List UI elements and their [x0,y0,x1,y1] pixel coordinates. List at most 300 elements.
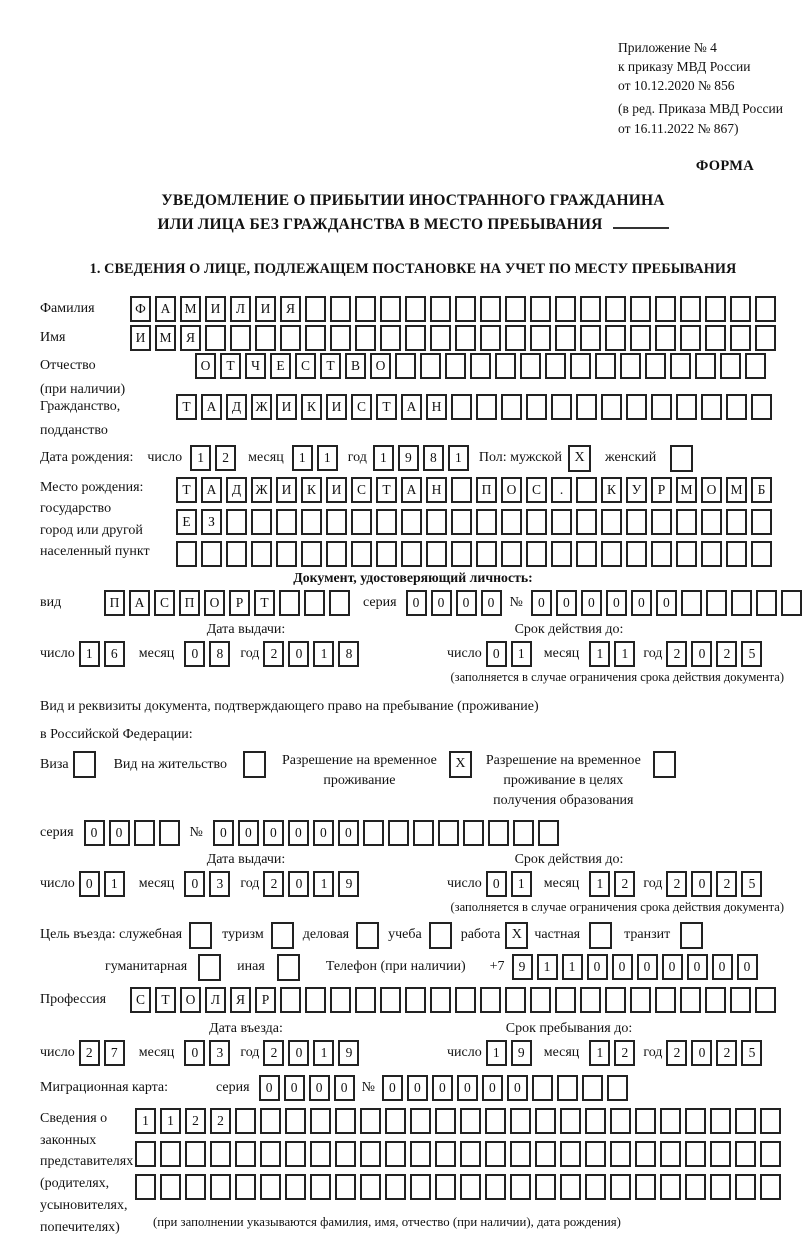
char-cell[interactable]: 0 [109,820,130,846]
char-cell[interactable] [570,353,591,379]
char-cell[interactable]: 2 [666,871,687,897]
char-cell[interactable] [526,541,547,567]
char-cell[interactable]: Л [205,987,226,1013]
char-cell[interactable] [485,1108,506,1134]
char-cell[interactable]: 1 [589,641,610,667]
char-cell[interactable]: Т [254,590,275,616]
char-cell[interactable]: 2 [666,641,687,667]
char-cell[interactable] [530,296,551,322]
char-cell[interactable] [620,353,641,379]
char-cell[interactable] [735,1108,756,1134]
char-cell[interactable]: 0 [432,1075,453,1101]
char-cell[interactable] [670,353,691,379]
char-cell[interactable] [430,325,451,351]
char-cell[interactable]: 0 [531,590,552,616]
char-cell[interactable] [676,541,697,567]
char-cell[interactable] [380,987,401,1013]
char-cell[interactable] [585,1174,606,1200]
char-cell[interactable] [545,353,566,379]
char-cell[interactable]: Р [229,590,250,616]
char-cell[interactable] [176,541,197,567]
char-cell[interactable] [705,987,726,1013]
char-cell[interactable]: 0 [662,954,683,980]
char-cell[interactable] [360,1141,381,1167]
char-cell[interactable] [376,509,397,535]
char-cell[interactable]: 0 [338,820,359,846]
char-cell[interactable]: 5 [741,641,762,667]
char-cell[interactable] [160,1141,181,1167]
char-cell[interactable] [255,325,276,351]
char-cell[interactable] [585,1108,606,1134]
char-cell[interactable]: 2 [215,445,236,471]
char-cell[interactable] [135,1141,156,1167]
char-cell[interactable] [655,987,676,1013]
char-cell[interactable] [755,296,776,322]
char-cell[interactable]: Т [176,394,197,420]
char-cell[interactable] [185,1141,206,1167]
purpose-other-checkbox[interactable] [277,954,300,981]
char-cell[interactable] [335,1174,356,1200]
char-cell[interactable] [513,820,534,846]
char-cell[interactable]: 0 [587,954,608,980]
char-cell[interactable] [438,820,459,846]
char-cell[interactable] [626,541,647,567]
char-cell[interactable] [710,1141,731,1167]
char-cell[interactable] [551,541,572,567]
char-cell[interactable]: 9 [511,1040,532,1066]
char-cell[interactable]: 0 [213,820,234,846]
char-cell[interactable]: 1 [614,641,635,667]
char-cell[interactable]: 0 [691,1040,712,1066]
char-cell[interactable]: 2 [716,1040,737,1066]
char-cell[interactable]: О [501,477,522,503]
char-cell[interactable] [159,820,180,846]
char-cell[interactable] [205,325,226,351]
char-cell[interactable] [582,1075,603,1101]
char-cell[interactable] [681,590,702,616]
char-cell[interactable] [380,325,401,351]
char-cell[interactable] [610,1141,631,1167]
char-cell[interactable]: М [726,477,747,503]
char-cell[interactable]: 1 [511,871,532,897]
char-cell[interactable]: Л [230,296,251,322]
rvp-checkbox[interactable]: X [449,751,472,778]
char-cell[interactable]: 0 [656,590,677,616]
char-cell[interactable]: 0 [84,820,105,846]
char-cell[interactable]: 0 [631,590,652,616]
char-cell[interactable]: П [476,477,497,503]
char-cell[interactable] [210,1141,231,1167]
char-cell[interactable] [435,1108,456,1134]
char-cell[interactable] [135,1174,156,1200]
char-cell[interactable] [760,1174,781,1200]
char-cell[interactable] [676,394,697,420]
char-cell[interactable] [651,509,672,535]
char-cell[interactable] [160,1174,181,1200]
char-cell[interactable] [376,541,397,567]
char-cell[interactable] [755,987,776,1013]
char-cell[interactable] [301,541,322,567]
char-cell[interactable]: 0 [284,1075,305,1101]
char-cell[interactable] [430,987,451,1013]
char-cell[interactable] [480,325,501,351]
char-cell[interactable]: О [701,477,722,503]
char-cell[interactable] [360,1108,381,1134]
char-cell[interactable]: И [130,325,151,351]
char-cell[interactable] [385,1108,406,1134]
char-cell[interactable] [351,509,372,535]
char-cell[interactable] [280,987,301,1013]
char-cell[interactable] [235,1108,256,1134]
char-cell[interactable] [426,509,447,535]
char-cell[interactable] [276,541,297,567]
char-cell[interactable]: Я [230,987,251,1013]
char-cell[interactable]: 1 [448,445,469,471]
char-cell[interactable] [285,1141,306,1167]
char-cell[interactable] [705,296,726,322]
char-cell[interactable] [310,1174,331,1200]
char-cell[interactable] [505,987,526,1013]
char-cell[interactable] [455,987,476,1013]
char-cell[interactable] [635,1141,656,1167]
char-cell[interactable] [460,1108,481,1134]
char-cell[interactable] [660,1108,681,1134]
char-cell[interactable] [380,296,401,322]
char-cell[interactable]: Р [255,987,276,1013]
char-cell[interactable]: 0 [637,954,658,980]
char-cell[interactable]: 6 [104,641,125,667]
char-cell[interactable]: 0 [406,590,427,616]
char-cell[interactable] [305,987,326,1013]
char-cell[interactable]: 0 [259,1075,280,1101]
char-cell[interactable] [330,987,351,1013]
char-cell[interactable] [655,296,676,322]
char-cell[interactable] [660,1174,681,1200]
purpose-transit-checkbox[interactable] [680,922,703,949]
char-cell[interactable]: 0 [334,1075,355,1101]
char-cell[interactable] [551,509,572,535]
char-cell[interactable] [760,1108,781,1134]
char-cell[interactable]: А [201,394,222,420]
char-cell[interactable] [330,325,351,351]
char-cell[interactable]: 1 [486,1040,507,1066]
char-cell[interactable]: 0 [486,871,507,897]
char-cell[interactable]: 0 [481,590,502,616]
char-cell[interactable] [601,509,622,535]
char-cell[interactable]: 5 [741,1040,762,1066]
char-cell[interactable] [480,296,501,322]
char-cell[interactable] [363,820,384,846]
char-cell[interactable] [710,1108,731,1134]
char-cell[interactable]: 1 [104,871,125,897]
char-cell[interactable] [335,1108,356,1134]
char-cell[interactable] [185,1174,206,1200]
char-cell[interactable] [551,394,572,420]
char-cell[interactable] [751,541,772,567]
char-cell[interactable] [305,325,326,351]
char-cell[interactable]: Ф [130,296,151,322]
char-cell[interactable]: 7 [104,1040,125,1066]
char-cell[interactable] [610,1174,631,1200]
char-cell[interactable]: Ж [251,477,272,503]
char-cell[interactable] [276,509,297,535]
char-cell[interactable]: 0 [309,1075,330,1101]
char-cell[interactable] [635,1174,656,1200]
char-cell[interactable]: Е [270,353,291,379]
char-cell[interactable] [485,1141,506,1167]
char-cell[interactable]: . [551,477,572,503]
char-cell[interactable] [595,353,616,379]
char-cell[interactable] [731,590,752,616]
char-cell[interactable] [510,1174,531,1200]
char-cell[interactable] [735,1141,756,1167]
char-cell[interactable]: М [155,325,176,351]
char-cell[interactable] [576,394,597,420]
char-cell[interactable] [610,1108,631,1134]
char-cell[interactable] [451,509,472,535]
char-cell[interactable]: 2 [716,641,737,667]
char-cell[interactable] [355,296,376,322]
char-cell[interactable]: Ч [245,353,266,379]
char-cell[interactable] [230,325,251,351]
char-cell[interactable]: С [526,477,547,503]
char-cell[interactable] [726,509,747,535]
char-cell[interactable] [470,353,491,379]
char-cell[interactable] [460,1141,481,1167]
char-cell[interactable]: О [370,353,391,379]
char-cell[interactable]: 8 [338,641,359,667]
char-cell[interactable] [505,325,526,351]
char-cell[interactable]: 0 [184,1040,205,1066]
char-cell[interactable] [413,820,434,846]
char-cell[interactable]: 8 [423,445,444,471]
char-cell[interactable]: Т [376,477,397,503]
char-cell[interactable]: 1 [537,954,558,980]
char-cell[interactable] [580,987,601,1013]
char-cell[interactable]: 2 [263,641,284,667]
char-cell[interactable]: 0 [691,641,712,667]
char-cell[interactable] [756,590,777,616]
char-cell[interactable]: Я [180,325,201,351]
char-cell[interactable]: 1 [589,1040,610,1066]
char-cell[interactable] [260,1174,281,1200]
char-cell[interactable]: О [204,590,225,616]
char-cell[interactable]: 9 [338,1040,359,1066]
char-cell[interactable] [505,296,526,322]
char-cell[interactable] [526,394,547,420]
char-cell[interactable] [680,987,701,1013]
char-cell[interactable] [655,325,676,351]
char-cell[interactable]: Т [220,353,241,379]
char-cell[interactable] [680,296,701,322]
char-cell[interactable]: Я [280,296,301,322]
char-cell[interactable] [720,353,741,379]
char-cell[interactable] [226,541,247,567]
char-cell[interactable]: К [601,477,622,503]
char-cell[interactable]: 0 [486,641,507,667]
char-cell[interactable]: 1 [589,871,610,897]
char-cell[interactable]: 0 [556,590,577,616]
char-cell[interactable] [535,1174,556,1200]
char-cell[interactable]: 1 [79,641,100,667]
sex-female-checkbox[interactable] [670,445,693,472]
purpose-study-checkbox[interactable] [429,922,452,949]
char-cell[interactable] [651,541,672,567]
char-cell[interactable] [585,1141,606,1167]
char-cell[interactable]: К [301,477,322,503]
char-cell[interactable]: И [276,477,297,503]
char-cell[interactable] [781,590,802,616]
char-cell[interactable]: Т [376,394,397,420]
char-cell[interactable] [701,394,722,420]
visa-checkbox[interactable] [73,751,96,778]
char-cell[interactable]: 1 [190,445,211,471]
char-cell[interactable]: 1 [160,1108,181,1134]
char-cell[interactable] [451,477,472,503]
char-cell[interactable] [605,296,626,322]
char-cell[interactable] [630,325,651,351]
char-cell[interactable] [451,394,472,420]
char-cell[interactable] [279,590,300,616]
char-cell[interactable]: И [255,296,276,322]
char-cell[interactable] [735,1174,756,1200]
char-cell[interactable]: С [130,987,151,1013]
char-cell[interactable] [388,820,409,846]
char-cell[interactable]: 0 [456,590,477,616]
char-cell[interactable]: А [129,590,150,616]
char-cell[interactable] [310,1108,331,1134]
char-cell[interactable] [385,1141,406,1167]
char-cell[interactable]: 0 [612,954,633,980]
char-cell[interactable] [401,541,422,567]
char-cell[interactable] [405,325,426,351]
char-cell[interactable]: 0 [581,590,602,616]
char-cell[interactable] [680,325,701,351]
char-cell[interactable] [485,1174,506,1200]
char-cell[interactable]: 0 [691,871,712,897]
char-cell[interactable] [676,509,697,535]
char-cell[interactable]: М [676,477,697,503]
char-cell[interactable]: И [205,296,226,322]
char-cell[interactable] [460,1174,481,1200]
char-cell[interactable] [420,353,441,379]
char-cell[interactable] [301,509,322,535]
char-cell[interactable]: Ж [251,394,272,420]
char-cell[interactable] [605,987,626,1013]
char-cell[interactable] [226,509,247,535]
char-cell[interactable] [560,1174,581,1200]
char-cell[interactable] [685,1174,706,1200]
purpose-service-checkbox[interactable] [189,922,212,949]
char-cell[interactable]: В [345,353,366,379]
char-cell[interactable] [726,541,747,567]
char-cell[interactable]: Н [426,477,447,503]
char-cell[interactable]: Т [320,353,341,379]
purpose-private-checkbox[interactable] [589,922,612,949]
char-cell[interactable]: 0 [288,871,309,897]
char-cell[interactable] [410,1108,431,1134]
char-cell[interactable] [326,509,347,535]
char-cell[interactable] [280,325,301,351]
char-cell[interactable] [329,590,350,616]
char-cell[interactable] [530,987,551,1013]
char-cell[interactable]: 0 [184,641,205,667]
char-cell[interactable]: С [295,353,316,379]
char-cell[interactable]: О [195,353,216,379]
char-cell[interactable]: 3 [209,1040,230,1066]
char-cell[interactable] [535,1108,556,1134]
char-cell[interactable]: 0 [737,954,758,980]
char-cell[interactable]: 0 [482,1075,503,1101]
char-cell[interactable] [651,394,672,420]
char-cell[interactable]: 1 [313,871,334,897]
char-cell[interactable] [251,509,272,535]
char-cell[interactable]: П [179,590,200,616]
char-cell[interactable] [235,1141,256,1167]
char-cell[interactable] [601,541,622,567]
char-cell[interactable] [626,394,647,420]
char-cell[interactable] [476,394,497,420]
char-cell[interactable] [426,541,447,567]
char-cell[interactable] [630,296,651,322]
char-cell[interactable] [304,590,325,616]
char-cell[interactable]: 0 [288,1040,309,1066]
char-cell[interactable] [476,509,497,535]
char-cell[interactable]: С [351,394,372,420]
char-cell[interactable]: 2 [185,1108,206,1134]
char-cell[interactable] [645,353,666,379]
char-cell[interactable]: А [401,477,422,503]
char-cell[interactable] [555,987,576,1013]
char-cell[interactable]: 0 [407,1075,428,1101]
char-cell[interactable]: 0 [712,954,733,980]
char-cell[interactable] [410,1174,431,1200]
char-cell[interactable] [134,820,155,846]
purpose-work-checkbox[interactable]: X [505,922,528,949]
char-cell[interactable]: Н [426,394,447,420]
char-cell[interactable] [730,325,751,351]
char-cell[interactable] [385,1174,406,1200]
char-cell[interactable] [510,1141,531,1167]
char-cell[interactable] [685,1108,706,1134]
purpose-tourism-checkbox[interactable] [271,922,294,949]
char-cell[interactable]: 3 [209,871,230,897]
char-cell[interactable] [335,1141,356,1167]
char-cell[interactable]: 2 [263,1040,284,1066]
char-cell[interactable] [560,1108,581,1134]
char-cell[interactable] [405,987,426,1013]
char-cell[interactable] [580,296,601,322]
char-cell[interactable] [605,325,626,351]
char-cell[interactable] [535,1141,556,1167]
char-cell[interactable] [660,1141,681,1167]
char-cell[interactable] [401,509,422,535]
sex-male-checkbox[interactable]: X [568,445,591,472]
char-cell[interactable]: О [180,987,201,1013]
char-cell[interactable] [430,296,451,322]
char-cell[interactable]: А [201,477,222,503]
char-cell[interactable] [530,325,551,351]
char-cell[interactable] [305,296,326,322]
char-cell[interactable]: 1 [292,445,313,471]
residence-permit-checkbox[interactable] [243,751,266,778]
char-cell[interactable] [355,325,376,351]
char-cell[interactable]: М [180,296,201,322]
char-cell[interactable]: 9 [398,445,419,471]
char-cell[interactable]: С [154,590,175,616]
char-cell[interactable] [520,353,541,379]
char-cell[interactable] [751,394,772,420]
